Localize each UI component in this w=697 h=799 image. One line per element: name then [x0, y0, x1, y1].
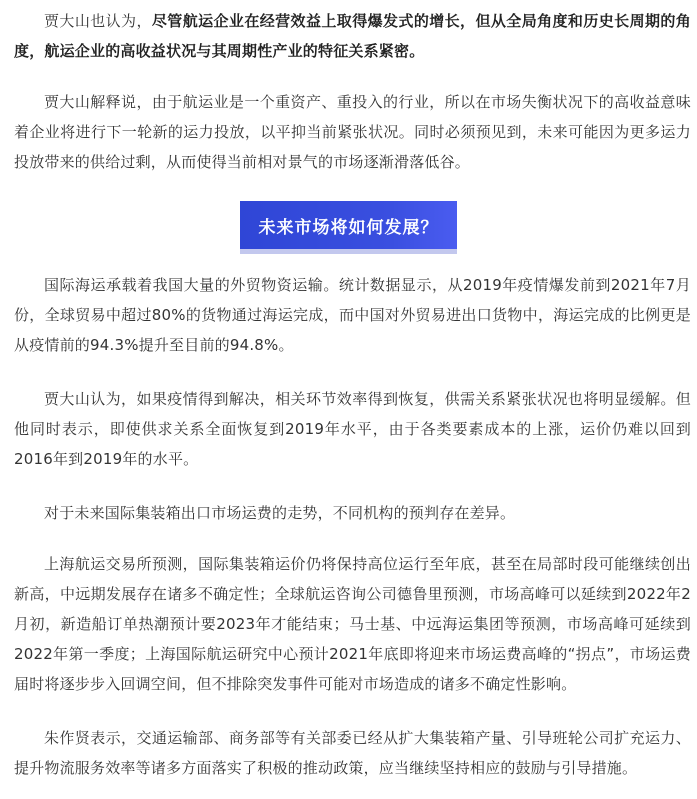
section-heading-wrap — [14, 201, 691, 249]
section-heading: 未来市场将如何发展？ — [258, 217, 439, 238]
paragraph-3: 国际海运承载着我国大量的外贸物资运输。统计数据显示，从2019年疫情爆发前到2021年7月份，全球贸易中超过80%的货物通过海运完成，而中国对外贸易进出口货物中，海运完成的比例更是从疫情前的94.3%提升至目前的94.8%。 — [14, 276, 691, 354]
paragraph-1-lead: 贾大山也认为， — [44, 12, 152, 30]
section-heading-box — [240, 201, 457, 249]
paragraph-2: 贾大山解释说，由于航运业是一个重资产、重投入的行业，所以在市场失衡状况下的高收益意味着企业将进行下一轮新的运力投放，以平抑当前紧张状况。同时必须预见到，未来可能因为更多运力投放带来的供给过剩，从而使得当前相对景气的市场逐渐滑落低谷。 — [14, 93, 691, 171]
paragraph-6: 上海航运交易所预测，国际集装箱运价仍将保持高位运行至年底，甚至在局部时段可能继续创出新高，中远期发展存在诸多不确定性；全球航运咨询公司德鲁里预测，市场高峰可以延续到2022年2月初，新造船订单热潮预计要2023年才能结束；马士基、中远海运集团等预测，市场高峰可延续到2022年第一季度；上海国际航运研究中心预计2021年底即将迎来市场运费高峰的“拐点”，市场运费届时将逐步步入回调空间，但不排除突发事件可能对市场造成的诸多不确定性影响。 — [14, 555, 691, 693]
paragraph-7: 朱作贤表示，交通运输部、商务部等有关部委已经从扩大集装箱产量、引导班轮公司扩充运力、提升物流服务效率等诸多方面落实了积极的推动政策，应当继续坚持相应的鼓励与引导措施。 — [14, 729, 691, 777]
paragraph-1 — [14, 0, 691, 66]
paragraph-5: 对于未来国际集装箱出口市场运费的走势，不同机构的预判存在差异。 — [44, 504, 516, 522]
paragraph-4: 贾大山认为，如果疫情得到解决，相关环节效率得到恢复，供需关系紧张状况也将明显缓解。但他同时表示，即使供求关系全面恢复到2019年水平，由于各类要素成本的上涨，运价仍难以回到2016年到2019年的水平。 — [14, 390, 691, 468]
paragraph-1-bold: 尽管航运企业在经营效益上取得爆发式的增长，但从全局角度和历史长周期的角度，航运企业的高收益状况与其周期性产业的特征关系紧密。 — [14, 12, 691, 60]
